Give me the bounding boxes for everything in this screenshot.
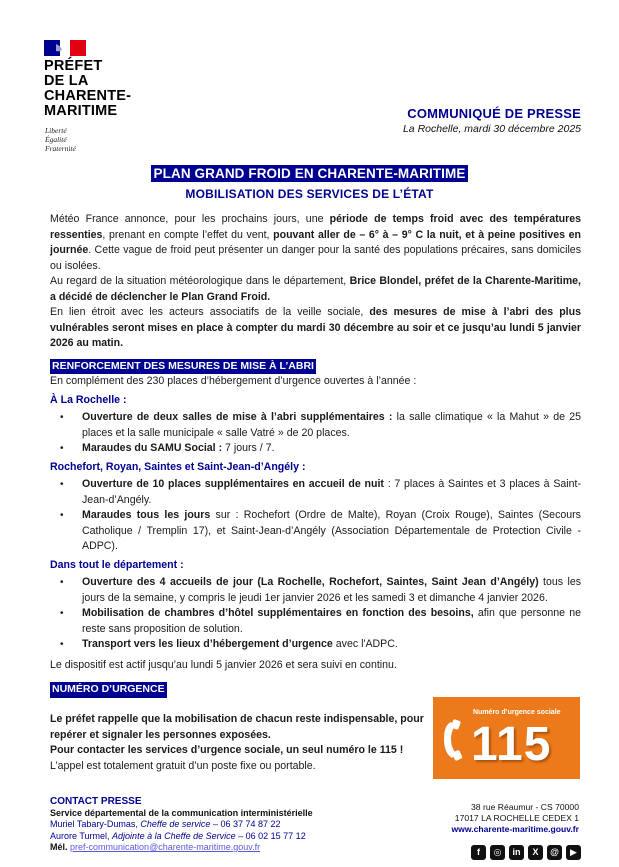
- measure-title: Maraudes du SAMU Social :: [82, 442, 223, 454]
- measure-detail: avec l'ADPC.: [332, 638, 398, 650]
- website-link[interactable]: www.charente-maritime.gouv.fr: [451, 824, 579, 834]
- contact-name: Aurore Turmel: [50, 830, 108, 841]
- badge-label: Numéro d’urgence sociale: [473, 709, 561, 716]
- measure-item: [82, 477, 581, 508]
- closing-note: Le dispositif est actif jusqu’au lundi 5 janvier 2026 et sera suivi en continu.: [50, 658, 397, 671]
- devise-line: Égalité: [45, 135, 67, 144]
- social-links: [471, 845, 581, 860]
- bold-run: des mesures de mise à l’abri des plus vulnérables seront mises en place à compter du mardi 30 décembre au soir et ce jusqu’au lundi 5 janvier 2026 au matin.: [50, 306, 581, 349]
- intro-p1: [50, 212, 581, 274]
- prefecture-name: [44, 59, 131, 119]
- section-heading-urgence: NUMÉRO D’URGENCE: [50, 682, 167, 698]
- bold-run: Brice Blondel, préfet de la Charente-Maritime, a décidé de déclencher le Plan Grand Froid.: [50, 275, 581, 303]
- contact-service: Service départemental de la communication interministérielle: [50, 807, 313, 818]
- facebook-icon[interactable]: f: [471, 845, 486, 860]
- text-run: En lien étroit avec les acteurs associatifs de la veille sociale,: [50, 306, 370, 318]
- measure-title: Mobilisation de chambres d’hôtel supplémentaires en fonction des besoins,: [82, 607, 474, 619]
- prefet-line: MARITIME: [44, 103, 118, 119]
- measure-title: Ouverture de 10 places supplémentaires en accueil de nuit: [82, 478, 384, 490]
- measure-item: [82, 410, 581, 441]
- prefet-line: PRÉFET: [44, 58, 103, 74]
- measure-title: Ouverture des 4 accueils de jour (La Rochelle, Rochefort, Saintes, Saint Jean d’Angély): [82, 576, 539, 588]
- urgence-text: [50, 712, 430, 774]
- measure-item: [82, 606, 581, 637]
- urgence-line1: Le préfet rappelle que la mobilisation de chacun reste indispensable, pour repérer et signaler les personnes exposées.: [50, 713, 424, 741]
- text-run: Météo France annonce, pour les prochains jours, une: [50, 213, 330, 225]
- contact-person-1: Muriel Tabary-Dumas, Cheffe de service – 06 37 74 87 22: [50, 819, 281, 829]
- text-run: . Cette vague de froid peut présenter un danger pour la santé des populations précaires, sans domiciles ou isolées.: [50, 244, 581, 272]
- urgence-line2: Pour contacter les services d’urgence sociale, un seul numéro le 115 !: [50, 744, 404, 756]
- date-line: La Rochelle, mardi 30 décembre 2025: [402, 123, 581, 135]
- contact-mail-row: [50, 842, 313, 854]
- location-groups: [50, 393, 581, 653]
- address-line: 17017 LA ROCHELLE CEDEX 1: [454, 813, 579, 823]
- emergency-115-badge: [433, 697, 580, 779]
- contact-role: Adjointe à la Cheffe de Service: [112, 830, 236, 841]
- instagram-icon[interactable]: ◎: [490, 845, 505, 860]
- measure-detail: tous les jours de la semaine, y compris le jeudi 1er janvier 2026 et les samedi 3 et dimanche 4 janvier 2026.: [82, 576, 582, 604]
- phone-icon: [441, 719, 471, 761]
- measure-detail: la salle climatique « la Mahut » de 25 places et la salle municipale « salle Vatré » de 20 places.: [82, 411, 581, 439]
- page-title: PLAN GRAND FROID EN CHARENTE-MARITIME: [151, 165, 469, 182]
- contact-phone: 06 02 15 77 12: [245, 830, 306, 841]
- address-line: 38 rue Réaumur - CS 70000: [471, 802, 579, 812]
- measure-detail: : 7 places à Saintes et 3 places à Saint-Jean-d’Angély.: [82, 478, 581, 506]
- linkedin-icon[interactable]: in: [509, 845, 524, 860]
- location-heading: À La Rochelle :: [50, 393, 127, 406]
- bold-run: pouvant aller de – 6° à – 9° C la nuit, et à peine positives en journée: [50, 228, 581, 256]
- measure-list: [50, 477, 581, 555]
- measure-title: Ouverture de deux salles de mise à l’abri supplémentaires :: [82, 411, 393, 423]
- x-icon[interactable]: X: [528, 845, 543, 860]
- page-subtitle: MOBILISATION DES SERVICES DE L’ÉTAT: [185, 187, 434, 201]
- marianne-flag-icon: [44, 40, 86, 56]
- measure-title: Transport vers les lieux d’hébergement d’urgence: [82, 638, 333, 650]
- badge-number: 115: [471, 718, 552, 771]
- location-heading: Dans tout le département :: [50, 558, 184, 571]
- measure-detail: sur : Rochefort (Ordre de Malte), Royan (Croix Rouge), Saintes (Secours Catholique / Tremplin 17), et Saint-Jean-d’Angély (Association Départementale de Protection Civile -ADPC).: [82, 509, 581, 552]
- section-heading-mise-abri: RENFORCEMENT DES MESURES DE MISE À L’ABRI: [50, 359, 316, 375]
- measure-item: [82, 508, 581, 555]
- measure-item: [82, 575, 581, 606]
- document-body: [50, 212, 581, 698]
- communique-label: COMMUNIQUÉ DE PRESSE: [407, 106, 581, 121]
- measure-detail: afin que personne ne reste sans proposition de solution.: [82, 607, 581, 635]
- prefet-line: CHARENTE-: [44, 88, 132, 104]
- measure-item: [82, 637, 581, 653]
- devise: [45, 126, 76, 153]
- urgence-line3: L’appel est totalement gratuit d’un poste fixe ou portable.: [50, 759, 316, 772]
- text-run: , prenant en compte l’effet du vent,: [102, 228, 274, 241]
- contact-phone: 06 37 74 87 22: [220, 819, 281, 829]
- contact-person-2: Aurore Turmel, Adjointe à la Cheffe de Service – 06 02 15 77 12: [50, 830, 306, 841]
- measure-list: [50, 575, 581, 653]
- devise-line: Fraternité: [45, 144, 76, 153]
- intro-p3: [50, 305, 581, 352]
- intro-p2: [50, 274, 581, 305]
- contact-heading: CONTACT PRESSE: [50, 796, 142, 807]
- measure-item: [82, 441, 581, 457]
- measure-list: [50, 410, 581, 457]
- devise-line: Liberté: [45, 126, 67, 135]
- text-run: Au regard de la situation météorologique dans le département,: [50, 275, 350, 287]
- measure-detail: 7 jours / 7.: [222, 442, 275, 454]
- youtube-icon[interactable]: ▶: [566, 845, 581, 860]
- bold-run: période de temps froid avec des températures ressenties: [50, 213, 582, 241]
- title-block: [0, 165, 619, 201]
- press-contact: [50, 796, 313, 854]
- section-lead: En complément des 230 places d’hébergement d’urgence ouvertes à l’année :: [50, 375, 417, 387]
- location-heading: Rochefort, Royan, Saintes et Saint-Jean-d’Angély :: [50, 460, 306, 473]
- measure-title: Maraudes tous les jours: [82, 509, 211, 521]
- contact-role: Cheffe de service: [140, 819, 211, 829]
- prefet-line: DE LA: [44, 73, 89, 89]
- threads-icon[interactable]: @: [547, 845, 562, 860]
- prefecture-address: [452, 802, 580, 835]
- contact-email-link[interactable]: pref-communication@charente-maritime.gouv.fr: [70, 842, 261, 852]
- communique-header: [403, 106, 581, 135]
- mail-label: Mél.: [50, 842, 68, 852]
- contact-name: Muriel Tabary-Dumas: [50, 819, 136, 829]
